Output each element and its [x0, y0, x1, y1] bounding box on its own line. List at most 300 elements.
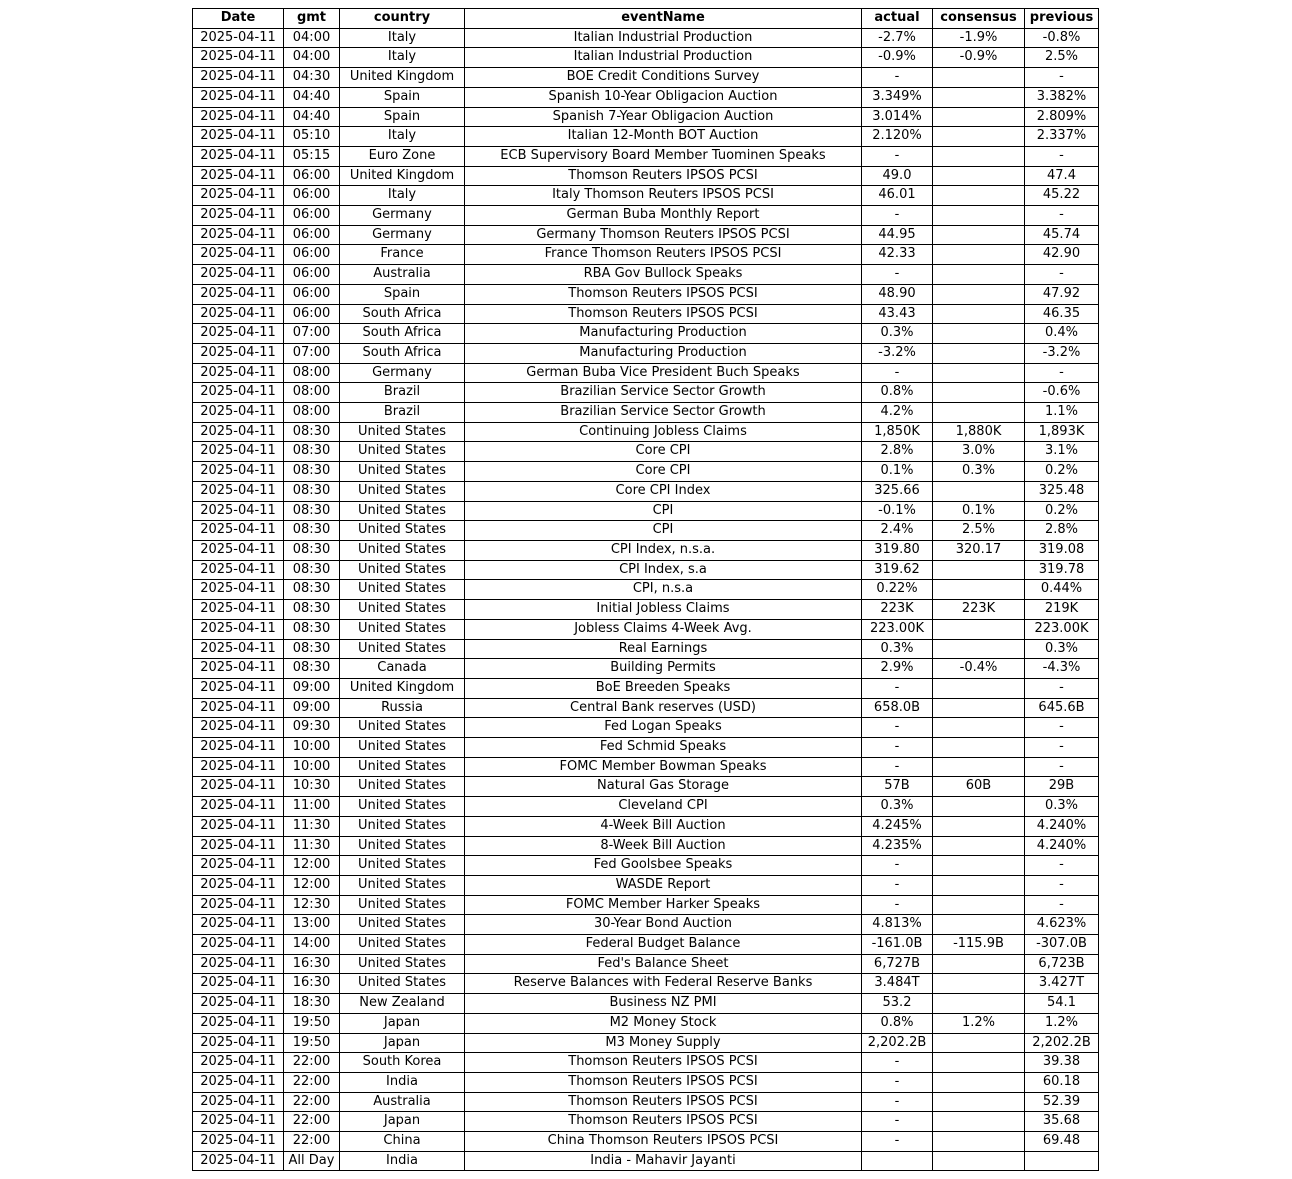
cell-event-name: Core CPI Index	[465, 481, 862, 501]
cell-consensus	[933, 186, 1025, 206]
cell-consensus	[933, 639, 1025, 659]
table-row	[193, 1132, 1099, 1152]
cell-previous: 0.2%	[1025, 501, 1099, 521]
cell-previous: 2,202.2B	[1025, 1033, 1099, 1053]
cell-actual: -0.1%	[862, 501, 933, 521]
cell-previous: 2.809%	[1025, 107, 1099, 127]
cell-actual: -	[862, 1072, 933, 1092]
cell-country: United States	[340, 875, 465, 895]
cell-event-name: M2 Money Stock	[465, 1013, 862, 1033]
cell-event-name: Core CPI	[465, 462, 862, 482]
cell-event-name: Fed's Balance Sheet	[465, 954, 862, 974]
table-row	[193, 383, 1099, 403]
cell-previous: 69.48	[1025, 1132, 1099, 1152]
cell-actual: -161.0B	[862, 935, 933, 955]
cell-consensus	[933, 816, 1025, 836]
cell-event-name: Spanish 10-Year Obligacion Auction	[465, 87, 862, 107]
cell-gmt: 22:00	[284, 1072, 340, 1092]
cell-gmt: 19:50	[284, 1013, 340, 1033]
table-row	[193, 1013, 1099, 1033]
cell-gmt: 06:00	[284, 206, 340, 226]
table-row	[193, 48, 1099, 68]
cell-consensus: 320.17	[933, 540, 1025, 560]
cell-gmt: 04:00	[284, 28, 340, 48]
table-row	[193, 994, 1099, 1014]
cell-event-name: Fed Logan Speaks	[465, 718, 862, 738]
cell-previous: 325.48	[1025, 481, 1099, 501]
cell-actual: -3.2%	[862, 343, 933, 363]
table-header	[193, 9, 1099, 29]
cell-event-name: Spanish 7-Year Obligacion Auction	[465, 107, 862, 127]
cell-gmt: 05:10	[284, 127, 340, 147]
cell-gmt: 04:30	[284, 68, 340, 88]
cell-actual: 0.8%	[862, 1013, 933, 1033]
cell-country: United States	[340, 521, 465, 541]
cell-event-name: German Buba Vice President Buch Speaks	[465, 363, 862, 383]
cell-date: 2025-04-11	[193, 206, 284, 226]
cell-consensus	[933, 1151, 1025, 1171]
cell-previous: 219K	[1025, 600, 1099, 620]
cell-gmt: 09:00	[284, 698, 340, 718]
cell-date: 2025-04-11	[193, 1151, 284, 1171]
cell-previous: -	[1025, 738, 1099, 758]
cell-event-name: 8-Week Bill Auction	[465, 836, 862, 856]
column-header-gmt: gmt	[284, 9, 340, 29]
cell-date: 2025-04-11	[193, 481, 284, 501]
cell-actual: 0.3%	[862, 324, 933, 344]
cell-country: United States	[340, 738, 465, 758]
table-row	[193, 363, 1099, 383]
table-body	[193, 28, 1099, 1171]
cell-gmt: 05:15	[284, 146, 340, 166]
cell-consensus	[933, 363, 1025, 383]
cell-country: United States	[340, 915, 465, 935]
cell-date: 2025-04-11	[193, 107, 284, 127]
cell-country: United States	[340, 600, 465, 620]
cell-date: 2025-04-11	[193, 87, 284, 107]
cell-date: 2025-04-11	[193, 935, 284, 955]
table-row	[193, 343, 1099, 363]
column-header-event-name: eventName	[465, 9, 862, 29]
cell-country: Euro Zone	[340, 146, 465, 166]
cell-previous: -	[1025, 146, 1099, 166]
cell-date: 2025-04-11	[193, 383, 284, 403]
cell-previous: -	[1025, 265, 1099, 285]
cell-gmt: 22:00	[284, 1132, 340, 1152]
cell-previous: 47.4	[1025, 166, 1099, 186]
cell-actual: 44.95	[862, 225, 933, 245]
cell-gmt: 08:30	[284, 619, 340, 639]
cell-consensus	[933, 718, 1025, 738]
cell-actual: -	[862, 895, 933, 915]
cell-gmt: 08:30	[284, 540, 340, 560]
cell-event-name: Italian 12-Month BOT Auction	[465, 127, 862, 147]
cell-gmt: 06:00	[284, 245, 340, 265]
cell-event-name: Thomson Reuters IPSOS PCSI	[465, 1053, 862, 1073]
cell-actual: -	[862, 856, 933, 876]
table-row	[193, 875, 1099, 895]
cell-previous: 3.382%	[1025, 87, 1099, 107]
cell-date: 2025-04-11	[193, 718, 284, 738]
cell-previous: 0.2%	[1025, 462, 1099, 482]
cell-event-name: FOMC Member Harker Speaks	[465, 895, 862, 915]
cell-event-name: Brazilian Service Sector Growth	[465, 403, 862, 423]
cell-gmt: 06:00	[284, 166, 340, 186]
cell-actual: 46.01	[862, 186, 933, 206]
cell-actual: -2.7%	[862, 28, 933, 48]
cell-gmt: All Day	[284, 1151, 340, 1171]
cell-event-name: India - Mahavir Jayanti	[465, 1151, 862, 1171]
cell-date: 2025-04-11	[193, 797, 284, 817]
table-row	[193, 895, 1099, 915]
cell-actual: -	[862, 265, 933, 285]
cell-previous: -	[1025, 856, 1099, 876]
table-row	[193, 87, 1099, 107]
cell-date: 2025-04-11	[193, 915, 284, 935]
cell-consensus	[933, 797, 1025, 817]
cell-date: 2025-04-11	[193, 678, 284, 698]
cell-date: 2025-04-11	[193, 28, 284, 48]
cell-previous: 2.337%	[1025, 127, 1099, 147]
cell-event-name: Manufacturing Production	[465, 343, 862, 363]
cell-country: Canada	[340, 659, 465, 679]
cell-previous: 6,723B	[1025, 954, 1099, 974]
cell-country: United States	[340, 895, 465, 915]
cell-country: United States	[340, 797, 465, 817]
cell-gmt: 10:00	[284, 738, 340, 758]
cell-previous: 4.623%	[1025, 915, 1099, 935]
cell-consensus: 0.3%	[933, 462, 1025, 482]
cell-gmt: 06:00	[284, 186, 340, 206]
cell-previous: 1.2%	[1025, 1013, 1099, 1033]
cell-previous: 4.240%	[1025, 816, 1099, 836]
cell-date: 2025-04-11	[193, 619, 284, 639]
cell-actual: 42.33	[862, 245, 933, 265]
cell-country: United States	[340, 836, 465, 856]
cell-country: South Africa	[340, 304, 465, 324]
table-row	[193, 166, 1099, 186]
table-row	[193, 481, 1099, 501]
cell-gmt: 08:30	[284, 481, 340, 501]
cell-consensus: 60B	[933, 777, 1025, 797]
cell-gmt: 16:30	[284, 974, 340, 994]
cell-gmt: 06:00	[284, 304, 340, 324]
cell-previous: -	[1025, 875, 1099, 895]
cell-gmt: 11:00	[284, 797, 340, 817]
cell-date: 2025-04-11	[193, 1072, 284, 1092]
cell-country: Brazil	[340, 403, 465, 423]
cell-event-name: M3 Money Supply	[465, 1033, 862, 1053]
table-row	[193, 678, 1099, 698]
cell-date: 2025-04-11	[193, 324, 284, 344]
cell-actual: 319.62	[862, 560, 933, 580]
cell-consensus	[933, 284, 1025, 304]
cell-consensus	[933, 1033, 1025, 1053]
cell-country: Russia	[340, 698, 465, 718]
cell-country: United Kingdom	[340, 68, 465, 88]
cell-date: 2025-04-11	[193, 186, 284, 206]
cell-previous: 45.22	[1025, 186, 1099, 206]
cell-gmt: 19:50	[284, 1033, 340, 1053]
cell-event-name: Germany Thomson Reuters IPSOS PCSI	[465, 225, 862, 245]
cell-gmt: 09:00	[284, 678, 340, 698]
table-row	[193, 462, 1099, 482]
cell-event-name: CPI	[465, 521, 862, 541]
cell-consensus	[933, 974, 1025, 994]
table-row	[193, 560, 1099, 580]
cell-consensus	[933, 1132, 1025, 1152]
cell-actual: 53.2	[862, 994, 933, 1014]
cell-gmt: 07:00	[284, 343, 340, 363]
cell-gmt: 12:00	[284, 856, 340, 876]
cell-event-name: Federal Budget Balance	[465, 935, 862, 955]
cell-actual: 2.8%	[862, 442, 933, 462]
cell-country: United States	[340, 974, 465, 994]
cell-date: 2025-04-11	[193, 954, 284, 974]
table-row	[193, 206, 1099, 226]
cell-date: 2025-04-11	[193, 580, 284, 600]
cell-country: United States	[340, 462, 465, 482]
table-row	[193, 442, 1099, 462]
cell-country: Germany	[340, 225, 465, 245]
cell-country: France	[340, 245, 465, 265]
table-row	[193, 127, 1099, 147]
cell-country: South Korea	[340, 1053, 465, 1073]
cell-previous: -	[1025, 678, 1099, 698]
table-row	[193, 107, 1099, 127]
cell-previous: 60.18	[1025, 1072, 1099, 1092]
cell-event-name: Core CPI	[465, 442, 862, 462]
cell-event-name: Cleveland CPI	[465, 797, 862, 817]
cell-previous: 47.92	[1025, 284, 1099, 304]
cell-event-name: FOMC Member Bowman Speaks	[465, 757, 862, 777]
cell-date: 2025-04-11	[193, 225, 284, 245]
cell-gmt: 22:00	[284, 1112, 340, 1132]
table-row	[193, 816, 1099, 836]
cell-country: United Kingdom	[340, 166, 465, 186]
cell-event-name: BoE Breeden Speaks	[465, 678, 862, 698]
cell-country: United States	[340, 501, 465, 521]
cell-gmt: 11:30	[284, 816, 340, 836]
table-row	[193, 1072, 1099, 1092]
cell-country: United States	[340, 856, 465, 876]
cell-date: 2025-04-11	[193, 1053, 284, 1073]
cell-gmt: 08:30	[284, 442, 340, 462]
cell-consensus: 223K	[933, 600, 1025, 620]
cell-event-name: German Buba Monthly Report	[465, 206, 862, 226]
cell-date: 2025-04-11	[193, 403, 284, 423]
table-row	[193, 915, 1099, 935]
cell-actual: -	[862, 1053, 933, 1073]
cell-gmt: 08:30	[284, 462, 340, 482]
cell-previous: 1.1%	[1025, 403, 1099, 423]
cell-consensus	[933, 619, 1025, 639]
cell-actual: 4.813%	[862, 915, 933, 935]
cell-gmt: 08:00	[284, 363, 340, 383]
cell-date: 2025-04-11	[193, 501, 284, 521]
cell-actual: 49.0	[862, 166, 933, 186]
cell-country: United States	[340, 639, 465, 659]
table-row	[193, 304, 1099, 324]
cell-consensus	[933, 265, 1025, 285]
cell-previous: -	[1025, 206, 1099, 226]
cell-actual: 3.349%	[862, 87, 933, 107]
cell-gmt: 16:30	[284, 954, 340, 974]
cell-event-name: Central Bank reserves (USD)	[465, 698, 862, 718]
cell-previous: 39.38	[1025, 1053, 1099, 1073]
table-row	[193, 1053, 1099, 1073]
cell-gmt: 10:00	[284, 757, 340, 777]
cell-gmt: 08:30	[284, 600, 340, 620]
cell-previous: 54.1	[1025, 994, 1099, 1014]
cell-consensus	[933, 324, 1025, 344]
column-header-previous: previous	[1025, 9, 1099, 29]
cell-previous: 3.1%	[1025, 442, 1099, 462]
cell-gmt: 04:40	[284, 87, 340, 107]
table-row	[193, 659, 1099, 679]
cell-date: 2025-04-11	[193, 245, 284, 265]
cell-consensus: -1.9%	[933, 28, 1025, 48]
table-row	[193, 186, 1099, 206]
cell-country: Spain	[340, 107, 465, 127]
cell-consensus	[933, 895, 1025, 915]
cell-event-name: WASDE Report	[465, 875, 862, 895]
table-row	[193, 245, 1099, 265]
cell-consensus	[933, 304, 1025, 324]
table-row	[193, 225, 1099, 245]
cell-consensus	[933, 225, 1025, 245]
cell-consensus: -115.9B	[933, 935, 1025, 955]
cell-consensus	[933, 698, 1025, 718]
cell-actual: -	[862, 757, 933, 777]
cell-event-name: France Thomson Reuters IPSOS PCSI	[465, 245, 862, 265]
cell-event-name: 30-Year Bond Auction	[465, 915, 862, 935]
cell-consensus	[933, 994, 1025, 1014]
cell-country: United States	[340, 757, 465, 777]
cell-date: 2025-04-11	[193, 777, 284, 797]
cell-event-name: Manufacturing Production	[465, 324, 862, 344]
cell-previous: 4.240%	[1025, 836, 1099, 856]
cell-event-name: China Thomson Reuters IPSOS PCSI	[465, 1132, 862, 1152]
cell-consensus: -0.9%	[933, 48, 1025, 68]
cell-date: 2025-04-11	[193, 284, 284, 304]
cell-actual: 325.66	[862, 481, 933, 501]
cell-consensus	[933, 856, 1025, 876]
cell-country: Italy	[340, 48, 465, 68]
cell-consensus: -0.4%	[933, 659, 1025, 679]
cell-previous: 35.68	[1025, 1112, 1099, 1132]
cell-date: 2025-04-11	[193, 48, 284, 68]
cell-date: 2025-04-11	[193, 422, 284, 442]
cell-consensus	[933, 836, 1025, 856]
cell-previous: 1,893K	[1025, 422, 1099, 442]
cell-country: Italy	[340, 127, 465, 147]
cell-consensus	[933, 107, 1025, 127]
cell-date: 2025-04-11	[193, 68, 284, 88]
table-row	[193, 738, 1099, 758]
cell-gmt: 08:30	[284, 659, 340, 679]
cell-date: 2025-04-11	[193, 1112, 284, 1132]
cell-consensus	[933, 757, 1025, 777]
cell-gmt: 14:00	[284, 935, 340, 955]
cell-consensus	[933, 560, 1025, 580]
table-row	[193, 954, 1099, 974]
cell-date: 2025-04-11	[193, 994, 284, 1014]
cell-previous: -3.2%	[1025, 343, 1099, 363]
cell-actual: 223K	[862, 600, 933, 620]
cell-actual: -	[862, 146, 933, 166]
table-row	[193, 146, 1099, 166]
cell-country: Japan	[340, 1112, 465, 1132]
cell-previous: 52.39	[1025, 1092, 1099, 1112]
cell-actual: 1,850K	[862, 422, 933, 442]
cell-date: 2025-04-11	[193, 659, 284, 679]
column-header-actual: actual	[862, 9, 933, 29]
table-row	[193, 698, 1099, 718]
table-row	[193, 856, 1099, 876]
cell-date: 2025-04-11	[193, 836, 284, 856]
table-row	[193, 1092, 1099, 1112]
cell-gmt: 12:30	[284, 895, 340, 915]
cell-previous: -	[1025, 718, 1099, 738]
cell-previous: -307.0B	[1025, 935, 1099, 955]
cell-date: 2025-04-11	[193, 343, 284, 363]
cell-previous: 46.35	[1025, 304, 1099, 324]
table-row	[193, 324, 1099, 344]
cell-consensus	[933, 954, 1025, 974]
cell-actual: -	[862, 363, 933, 383]
cell-gmt: 22:00	[284, 1053, 340, 1073]
cell-actual: 3.484T	[862, 974, 933, 994]
cell-previous: 2.8%	[1025, 521, 1099, 541]
cell-country: Australia	[340, 1092, 465, 1112]
cell-date: 2025-04-11	[193, 1033, 284, 1053]
cell-actual: -0.9%	[862, 48, 933, 68]
cell-date: 2025-04-11	[193, 1013, 284, 1033]
cell-consensus: 2.5%	[933, 521, 1025, 541]
table-row	[193, 619, 1099, 639]
cell-previous: 0.3%	[1025, 639, 1099, 659]
table-row	[193, 521, 1099, 541]
cell-date: 2025-04-11	[193, 363, 284, 383]
cell-country: New Zealand	[340, 994, 465, 1014]
cell-date: 2025-04-11	[193, 639, 284, 659]
table-row	[193, 403, 1099, 423]
cell-date: 2025-04-11	[193, 166, 284, 186]
cell-actual: -	[862, 1112, 933, 1132]
cell-event-name: Italy Thomson Reuters IPSOS PCSI	[465, 186, 862, 206]
cell-previous: 0.4%	[1025, 324, 1099, 344]
cell-event-name: CPI, n.s.a	[465, 580, 862, 600]
cell-date: 2025-04-11	[193, 560, 284, 580]
cell-gmt: 13:00	[284, 915, 340, 935]
cell-consensus	[933, 915, 1025, 935]
cell-event-name: ECB Supervisory Board Member Tuominen Speaks	[465, 146, 862, 166]
cell-previous: 319.08	[1025, 540, 1099, 560]
cell-country: Japan	[340, 1033, 465, 1053]
cell-event-name: CPI Index, n.s.a.	[465, 540, 862, 560]
cell-date: 2025-04-11	[193, 1092, 284, 1112]
cell-consensus	[933, 580, 1025, 600]
table-row	[193, 68, 1099, 88]
cell-previous: -0.8%	[1025, 28, 1099, 48]
table-row	[193, 28, 1099, 48]
table-row	[193, 265, 1099, 285]
cell-actual: 0.8%	[862, 383, 933, 403]
cell-consensus	[933, 1072, 1025, 1092]
cell-event-name: Thomson Reuters IPSOS PCSI	[465, 1112, 862, 1132]
table-row	[193, 777, 1099, 797]
